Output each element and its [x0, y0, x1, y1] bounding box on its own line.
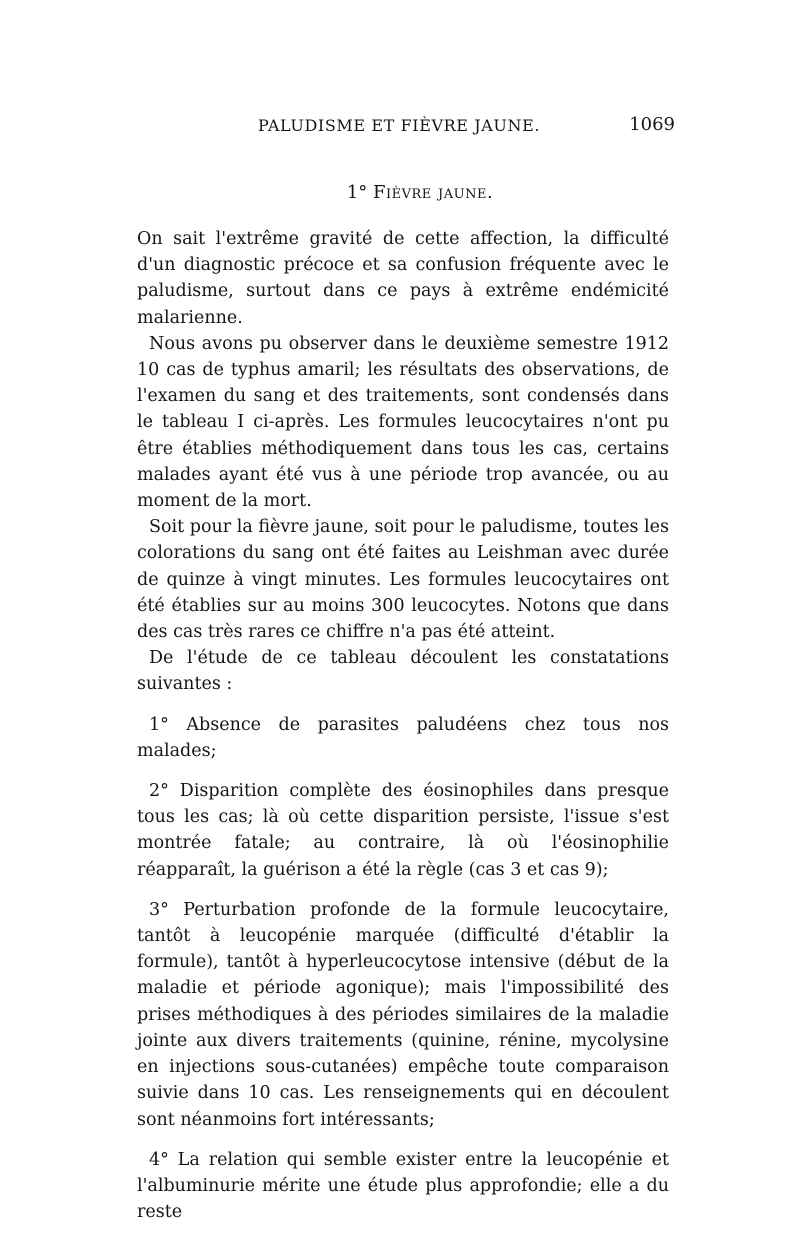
section-title: Fièvre jaune.: [373, 182, 494, 203]
body-text: [137, 226, 669, 1225]
section-heading: [0, 182, 800, 203]
paragraph-intro: On sait l'extrême gravité de cette affection, la difficulté d'un diagnostic précoce et sa confusion fréquente avec le paludisme, surtout dans ce pays à extrême endémicité malarienne.: [137, 229, 669, 328]
paragraph-observations: Nous avons pu observer dans le deuxième semestre 1912 10 cas de typhus amaril; les résultats des observations, de l'examen du sang et des traitements, sont condensés dans le tableau I ci-après. Les formules leucocytaires n'ont pu être établies méthodiquement dans tous les cas, certains malades ayant été vus à une période trop avancée, ou au moment de la mort.: [137, 333, 669, 512]
paragraph-conclusions-intro: De l'étude de ce tableau découlent les constatations suivantes :: [137, 648, 669, 695]
finding-item-1: 1° Absence de parasites paludéens chez tous nos malades;: [137, 714, 669, 761]
page-number: 1069: [629, 114, 675, 135]
finding-item-2: 2° Disparition complète des éosinophiles dans presque tous les cas; là où cette disparition persiste, l'issue s'est montrée fatale; au contraire, là où l'éosinophilie réapparaît, la guérison a été la règle (cas 3 et cas 9);: [137, 781, 669, 880]
paragraph-methods: Soit pour la fièvre jaune, soit pour le paludisme, toutes les colorations du sang ont été faites au Leishman avec durée de quinze à vingt minutes. Les formules leucocytaires ont été établies sur au moins 300 leucocytes. Notons que dans des cas très rares ce chiffre n'a pas été atteint.: [137, 517, 669, 643]
finding-item-3: 3° Perturbation profonde de la formule leucocytaire, tantôt à leucopénie marquée (difficulté d'établir la formule), tantôt à hyperleucocytose intensive (début de la maladie et période agonique); mais l'impossibilité des prises méthodiques à des périodes similaires de la maladie jointe aux divers traitements (quinine, rénine, mycolysine en injections sous-cutanées) empêche toute comparaison suivie dans 10 cas. Les renseignements qui en découlent sont néanmoins fort intéressants;: [137, 899, 669, 1130]
running-title: PALUDISME ET FIÈVRE JAUNE.: [258, 116, 541, 135]
finding-item-4: 4° La relation qui semble exister entre la leucopénie et l'albuminurie mérite une étude plus approfondie; elle a du reste: [137, 1149, 669, 1223]
section-number: 1°: [346, 182, 368, 203]
